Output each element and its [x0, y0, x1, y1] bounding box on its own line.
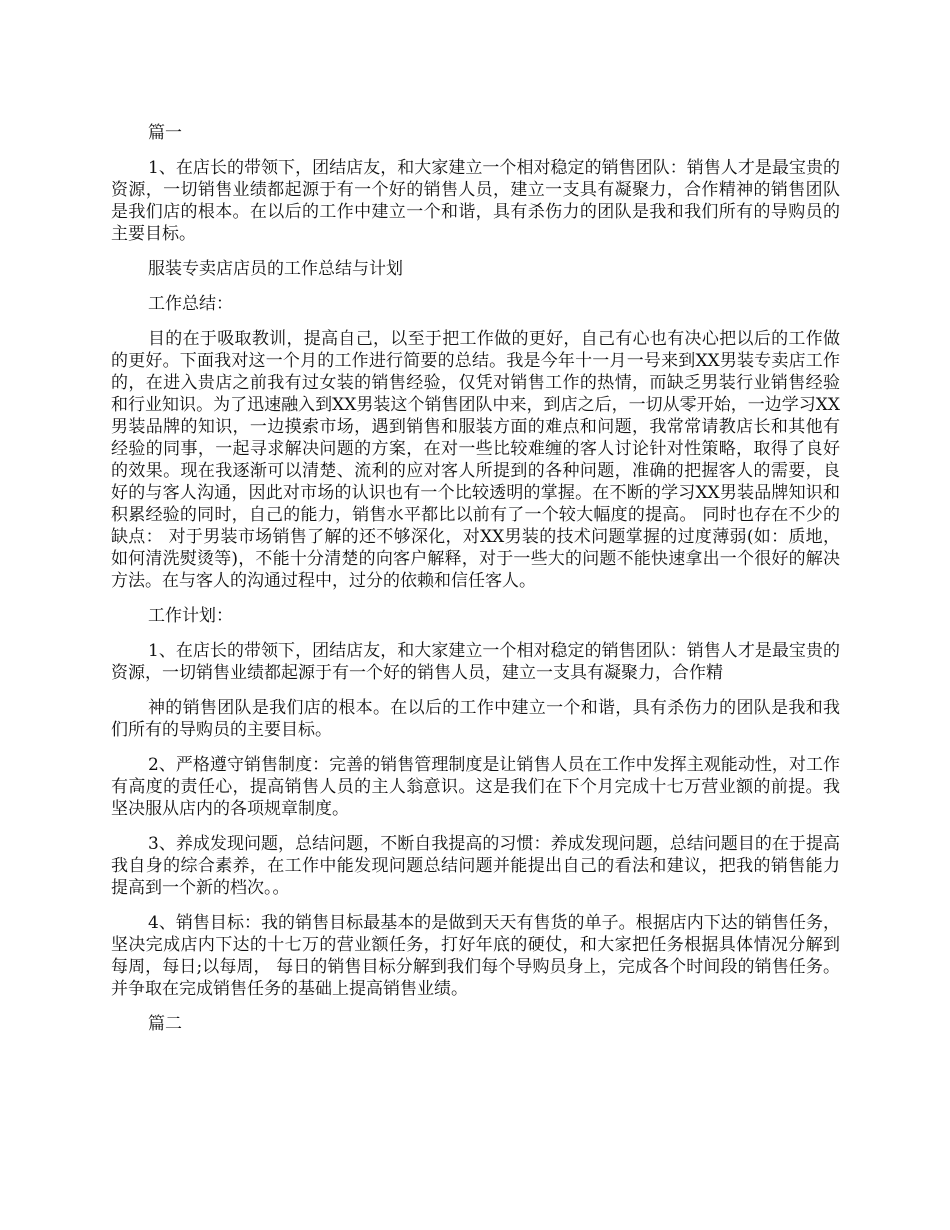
document-page	[111, 122, 840, 1048]
plan-item-4: 4、销售目标：我的销售目标最基本的是做到天天有售货的单子。根据店内下达的销售任务，坚决完成店内下达的十七万的营业额任务，打好年底的硬仗，和大家把任务根据具体情况分解到每周，每日;以每周， 每日的销售目标分解到我们每个导购员身上，完成各个时间段的销售任务。并争取在完成销售任务的基础上提高销售业绩。	[111, 913, 840, 999]
plan-heading: 工作计划：	[148, 606, 233, 626]
plan-item-1-part-1: 1、在店长的带领下，团结店友，和大家建立一个相对稳定的销售团队：销售人才是最宝贵的资源，一切销售业绩都起源于有一个好的销售人员，建立一支具有凝聚力，合作精	[111, 641, 840, 683]
summary-paragraph: 目的在于吸取教训，提高自己，以至于把工作做的更好，自己有心也有决心把以后的工作做的更好。下面我对这一个月的工作进行简要的总结。我是今年十一月一号来到XX男装专卖店工作的，在进入贵店之前我有过女装的销售经验，仅凭对销售工作的热情，而缺乏男装行业销售经验和行业知识。为了迅速融入到XX男装这个销售团队中来，到店之后，一切从零开始，一边学习XX男装品牌的知识，一边摸索市场，遇到销售和服装方面的难点和问题，我常常请教店长和其他有经验的同事，一起寻求解决问题的方案，在对一些比较难缠的客人讨论针对性策略，取得了良好的效果。现在我逐渐可以清楚、流利的应对客人所提到的各种问题，准确的把握客人的需要，良好的与客人沟通，因此对市场的认识也有一个比较透明的掌握。在不断的学习XX男装品牌知识和积累经验的同时，自己的能力，销售水平都比以前有了一个较大幅度的提高。 同时也存在不少的缺点： 对于男装市场销售了解的还不够深化，对XX男装的技术问题掌握的过度薄弱(如：质地，如何清洗熨烫等)，不能十分清楚的向客户解释，对于一些大的问题不能快速拿出一个很好的解决方法。在与客人的沟通过程中，过分的依赖和信任客人。	[111, 329, 840, 591]
section-one-title: 篇一	[148, 123, 182, 143]
plan-item-3: 3、养成发现问题，总结问题，不断自我提高的习惯：养成发现问题，总结问题目的在于提高我自身的综合素养，在工作中能发现问题总结问题并能提出自己的看法和建议，把我的销售能力提高到一个新的档次。。	[111, 834, 840, 898]
summary-heading: 工作总结：	[148, 294, 233, 314]
section-two-title: 篇二	[148, 1014, 182, 1034]
plan-item-1-part-2: 神的销售团队是我们店的根本。在以后的工作中建立一个和谐，具有杀伤力的团队是我和我们所有的导购员的主要目标。	[111, 698, 840, 740]
plan-item-2: 2、严格遵守销售制度：完善的销售管理制度是让销售人员在工作中发挥主观能动性，对工作有高度的责任心，提高销售人员的主人翁意识。这是我们在下个月完成十七万营业额的前提。我坚决服从店内的各项规章制度。	[111, 755, 840, 819]
document-title: 服装专卖店店员的工作总结与计划	[148, 259, 403, 279]
intro-paragraph: 1、在店长的带领下，团结店友，和大家建立一个相对稳定的销售团队：销售人才是最宝贵的资源，一切销售业绩都起源于有一个好的销售人员，建立一支具有凝聚力，合作精神的销售团队是我们店的根本。在以后的工作中建立一个和谐，具有杀伤力的团队是我和我们所有的导购员的主要目标。	[111, 158, 840, 244]
